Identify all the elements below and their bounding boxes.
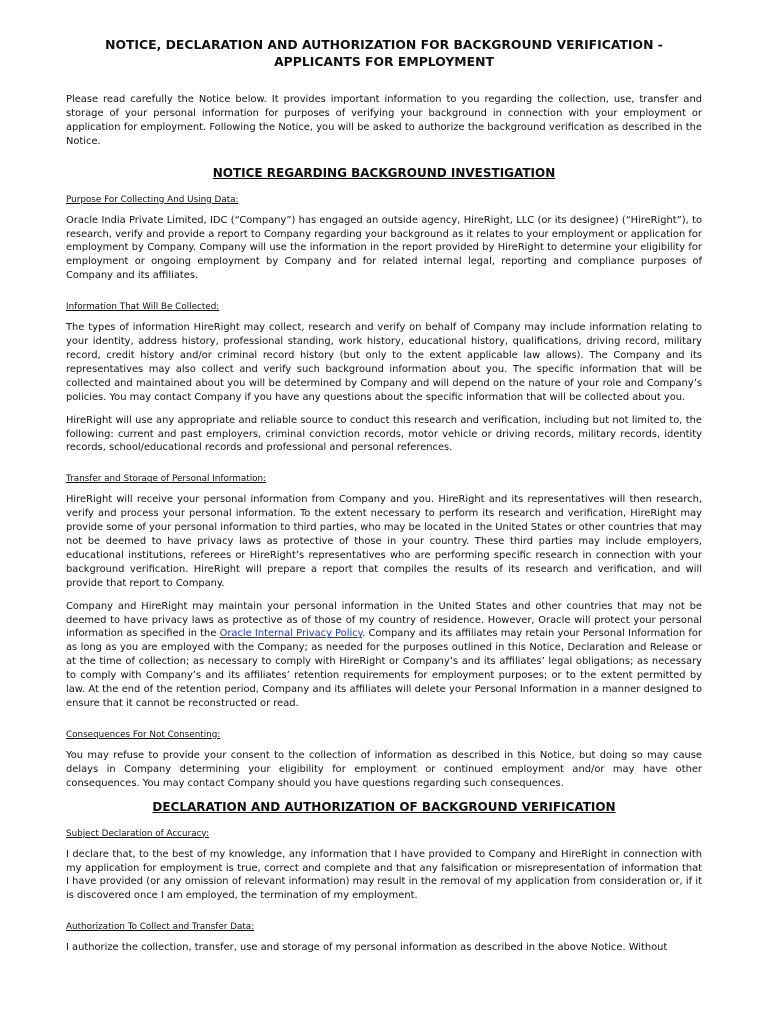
purpose-paragraph: Oracle India Private Limited, IDC (“Company”) has engaged an outside agency, HireRight, LLC (or its designee) (“HireRight”), to research, verify and provide a report to Company regarding your background as it relates to your employment or application for employment by Company. Company will use the information in the report provided by HireRight to determine your eligibility for employment or ongoing employment by Company and for related internal legal, reporting and compliance purposes of Company and its affiliates.	[66, 214, 702, 282]
intro-paragraph: Please read carefully the Notice below. It provides important information to you regarding the collection, use, transfer and storage of your personal information for purposes of verifying your background in connection with your employment or application for employment. Following the Notice, you will be asked to authorize the background verification as described in the Notice.	[66, 94, 702, 147]
document-title	[66, 36, 702, 70]
transfer-label: Transfer and Storage of Personal Information:	[66, 474, 267, 485]
consequences-label: Consequences For Not Consenting:	[66, 729, 221, 740]
notice-heading: NOTICE REGARDING BACKGROUND INVESTIGATION	[212, 165, 556, 180]
authorization-paragraph: I authorize the collection, transfer, use and storage of my personal information as described in the above Notice. Without	[66, 942, 668, 954]
transfer-paragraph-2	[66, 600, 702, 711]
info-collected-paragraph-2: HireRight will use any appropriate and reliable source to conduct this research and verification, including but not limited to, the following: current and past employers, criminal conviction records, motor vehicle or driving records, military records, identity records, school/educational records and professional and personal references.	[66, 414, 702, 454]
transfer-text-after-link: . Company and its affiliates may retain your Personal Information for as long as you are employed with the Company; as needed for the purposes outlined in this Notice, Declaration and Release or at the time of collection; as necessary to comply with HireRight or Company’s and its affiliates’ legal obligations; as necessary to comply with Company’s and its affiliates’ retention requirements for employment purposes; or to the extent permitted by law. At the end of the retention period, Company and its affiliates will delete your Personal Information in a manner designed to ensure that it cannot be reconstructed or read.	[66, 628, 702, 709]
purpose-label: Purpose For Collecting And Using Data:	[66, 194, 239, 205]
consequences-paragraph: You may refuse to provide your consent to the collection of information as described in this Notice, but doing so may cause delays in Company determining your eligibility for employment or continued employment and/or may have other consequences. You may contact Company should you have questions regarding such consequences.	[66, 749, 702, 789]
transfer-paragraph-1: HireRight will receive your personal information from Company and you. HireRight and its representatives will then research, verify and process your personal information. To the extent necessary to perform its research and verification, HireRight may provide some of your personal information to third parties, who may be located in the United States or other countries that may not be deemed to have privacy laws as protective of those in your country. These third parties may include employers, educational institutions, referees or HireRight’s representatives who are performing specific research in connection with your background verification. HireRight will prepare a report that compiles the results of its research and verification, and will provide that report to Company.	[66, 494, 702, 589]
authorization-label: Authorization To Collect and Transfer Data:	[66, 922, 255, 933]
accuracy-label: Subject Declaration of Accuracy:	[66, 828, 209, 839]
title-line-1: NOTICE, DECLARATION AND AUTHORIZATION FOR BACKGROUND VERIFICATION -	[105, 37, 663, 52]
accuracy-paragraph: I declare that, to the best of my knowledge, any information that I have provided to Company and HireRight in connection with my application for employment is true, correct and complete and that any falsification or misrepresentation of information that I have provided (or any omission of relevant information) may result in the removal of my application from consideration or, if it is discovered once I am employed, the termination of my employment.	[66, 848, 702, 902]
info-collected-label: Information That Will Be Collected:	[66, 302, 220, 313]
info-collected-paragraph-1: The types of information HireRight may collect, research and verify on behalf of Company may include information relating to your identity, address history, professional standing, work history, educational history, qualifications, driving record, military record, credit history and/or criminal record history (but only to the extent applicable law allows). The Company and its representatives may also collect and verify such background information about you. The specific information that will be collected and maintained about you will be determined by Company and will depend on the nature of your role and Company’s policies. You may contact Company if you have any questions about the specific information that will be collected about you.	[66, 322, 702, 403]
transfer-text-before-link: Company and HireRight may maintain your personal information in the United States and other countries that may not be deemed to have privacy laws as protective as of those of my country of residence. However, Oracle will protect your personal information as specified in the	[66, 600, 702, 640]
declaration-heading: DECLARATION AND AUTHORIZATION OF BACKGROUND VERIFICATION	[152, 799, 616, 814]
title-line-2: APPLICANTS FOR EMPLOYMENT	[274, 54, 494, 69]
privacy-policy-link[interactable]: Oracle Internal Privacy Policy	[219, 628, 363, 640]
